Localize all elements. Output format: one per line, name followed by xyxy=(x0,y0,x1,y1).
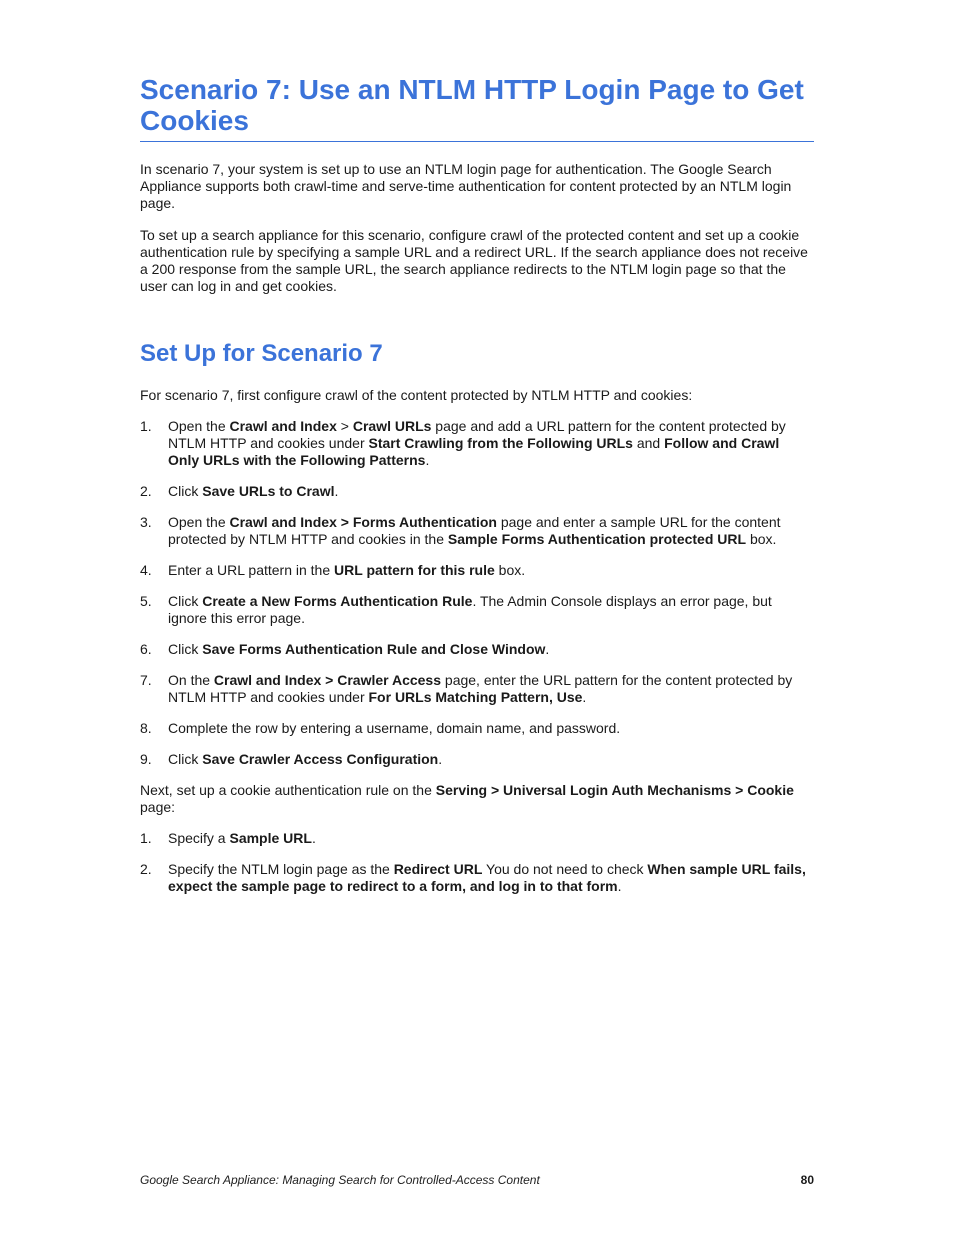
step-text: page and add a URL pattern for the content protected by NTLM HTTP and cookies under xyxy=(168,418,786,451)
step-text: . xyxy=(438,751,443,767)
step-text: Open the xyxy=(168,418,230,434)
step-number: 6. xyxy=(140,641,152,657)
step-number: 1. xyxy=(140,830,152,846)
ui-term: When sample URL fails, expect the sample page to redirect to a form, and log in to that form xyxy=(168,861,806,894)
step-text: Click xyxy=(168,641,203,657)
step-text: box. xyxy=(746,531,777,547)
ui-term: Sample URL xyxy=(229,830,312,846)
ui-term: Save Crawler Access Configuration xyxy=(202,751,439,767)
ui-term: Redirect URL xyxy=(393,861,483,877)
ui-term: URL pattern for this rule xyxy=(334,562,495,578)
intro-paragraph-1: In scenario 7, your system is set up to use an NTLM login page for authentication. The Google Search Appliance supports both crawl-time and serve-time authentication for content protected by an NTLM login page. xyxy=(140,161,792,211)
step-number: 1. xyxy=(140,418,152,434)
step-text: page, enter the URL pattern for the content protected by NTLM HTTP and cookies under xyxy=(168,672,793,705)
footer-title: Google Search Appliance: Managing Search for Controlled-Access Content xyxy=(140,1173,540,1187)
list-item xyxy=(140,418,814,469)
list-item xyxy=(140,641,814,658)
step-text: Open the xyxy=(168,514,230,530)
ui-term: Crawl and Index xyxy=(229,418,337,434)
page-number: 80 xyxy=(800,1173,814,1187)
step-number: 9. xyxy=(140,751,152,767)
step-text: > xyxy=(336,418,353,434)
step-text: Specify the NTLM login page as the xyxy=(168,861,394,877)
step-text: . xyxy=(311,830,316,846)
step-text: Enter a URL pattern in the xyxy=(168,562,335,578)
step-text: box. xyxy=(494,562,526,578)
ui-term: Serving > Universal Login Auth Mechanisms > Cookie xyxy=(435,782,794,798)
list-item xyxy=(140,830,814,847)
list-item xyxy=(140,720,814,737)
ui-term: Crawl URLs xyxy=(352,418,432,434)
step-text: page: xyxy=(140,799,176,815)
setup-intro: For scenario 7, first configure crawl of the content protected by NTLM HTTP and cookies: xyxy=(140,387,693,403)
step-text: page and enter a sample URL for the content protected by NTLM HTTP and cookies in the xyxy=(168,514,781,547)
ui-term: Follow and Crawl Only URLs with the Following Patterns xyxy=(168,435,780,468)
ui-term: Save URLs to Crawl xyxy=(202,483,335,499)
document-page xyxy=(140,74,814,895)
section-heading: Set Up for Scenario 7 xyxy=(140,340,383,367)
list-item xyxy=(140,562,814,579)
ui-term: Save Forms Authentication Rule and Close Window xyxy=(202,641,546,657)
step-text: Next, set up a cookie authentication rule on the xyxy=(140,782,436,798)
ui-term: For URLs Matching Pattern, Use xyxy=(368,689,583,705)
intro-paragraph-2: To set up a search appliance for this scenario, configure crawl of the protected content and set up a cookie authentication rule by specifying a sample URL and a redirect URL. If the search appliance does not receive a 200 response from the sample URL, the search appliance redirects to the NTLM login page so that the user can log in and get cookies. xyxy=(140,227,808,294)
list-item xyxy=(140,514,814,548)
step-text: and xyxy=(632,435,665,451)
step-text: Complete the row by entering a username, domain name, and password. xyxy=(168,720,621,736)
step-text: . xyxy=(545,641,550,657)
ui-term: Start Crawling from the Following URLs xyxy=(368,435,633,451)
step-number: 4. xyxy=(140,562,152,578)
step-text: . xyxy=(617,878,622,894)
step-number: 3. xyxy=(140,514,152,530)
cookie-steps-list xyxy=(140,830,814,895)
list-item xyxy=(140,861,814,895)
step-text: . The Admin Console displays an error page, but ignore this error page. xyxy=(168,593,772,626)
crawl-steps-list xyxy=(140,418,814,768)
page-title: Scenario 7: Use an NTLM HTTP Login Page to Get Cookies xyxy=(140,74,814,142)
step-text: Click xyxy=(168,751,203,767)
list-item xyxy=(140,483,814,500)
step-text: You do not need to check xyxy=(482,861,648,877)
ui-term: Crawl and Index > Forms Authentication xyxy=(229,514,497,530)
cookie-rule-intro xyxy=(140,782,814,816)
ui-term: Create a New Forms Authentication Rule xyxy=(202,593,473,609)
step-number: 7. xyxy=(140,672,152,688)
list-item xyxy=(140,593,814,627)
step-number: 5. xyxy=(140,593,152,609)
step-text: On the xyxy=(168,672,214,688)
step-text: Click xyxy=(168,593,203,609)
step-text: . xyxy=(425,452,430,468)
step-text: Specify a xyxy=(168,830,230,846)
step-text: . xyxy=(334,483,339,499)
ui-term: Sample Forms Authentication protected URL xyxy=(447,531,747,547)
list-item xyxy=(140,672,814,706)
list-item xyxy=(140,751,814,768)
step-number: 2. xyxy=(140,861,152,877)
step-number: 8. xyxy=(140,720,152,736)
step-text: Click xyxy=(168,483,203,499)
step-number: 2. xyxy=(140,483,152,499)
ui-term: Crawl and Index > Crawler Access xyxy=(213,672,442,688)
step-text: . xyxy=(582,689,587,705)
